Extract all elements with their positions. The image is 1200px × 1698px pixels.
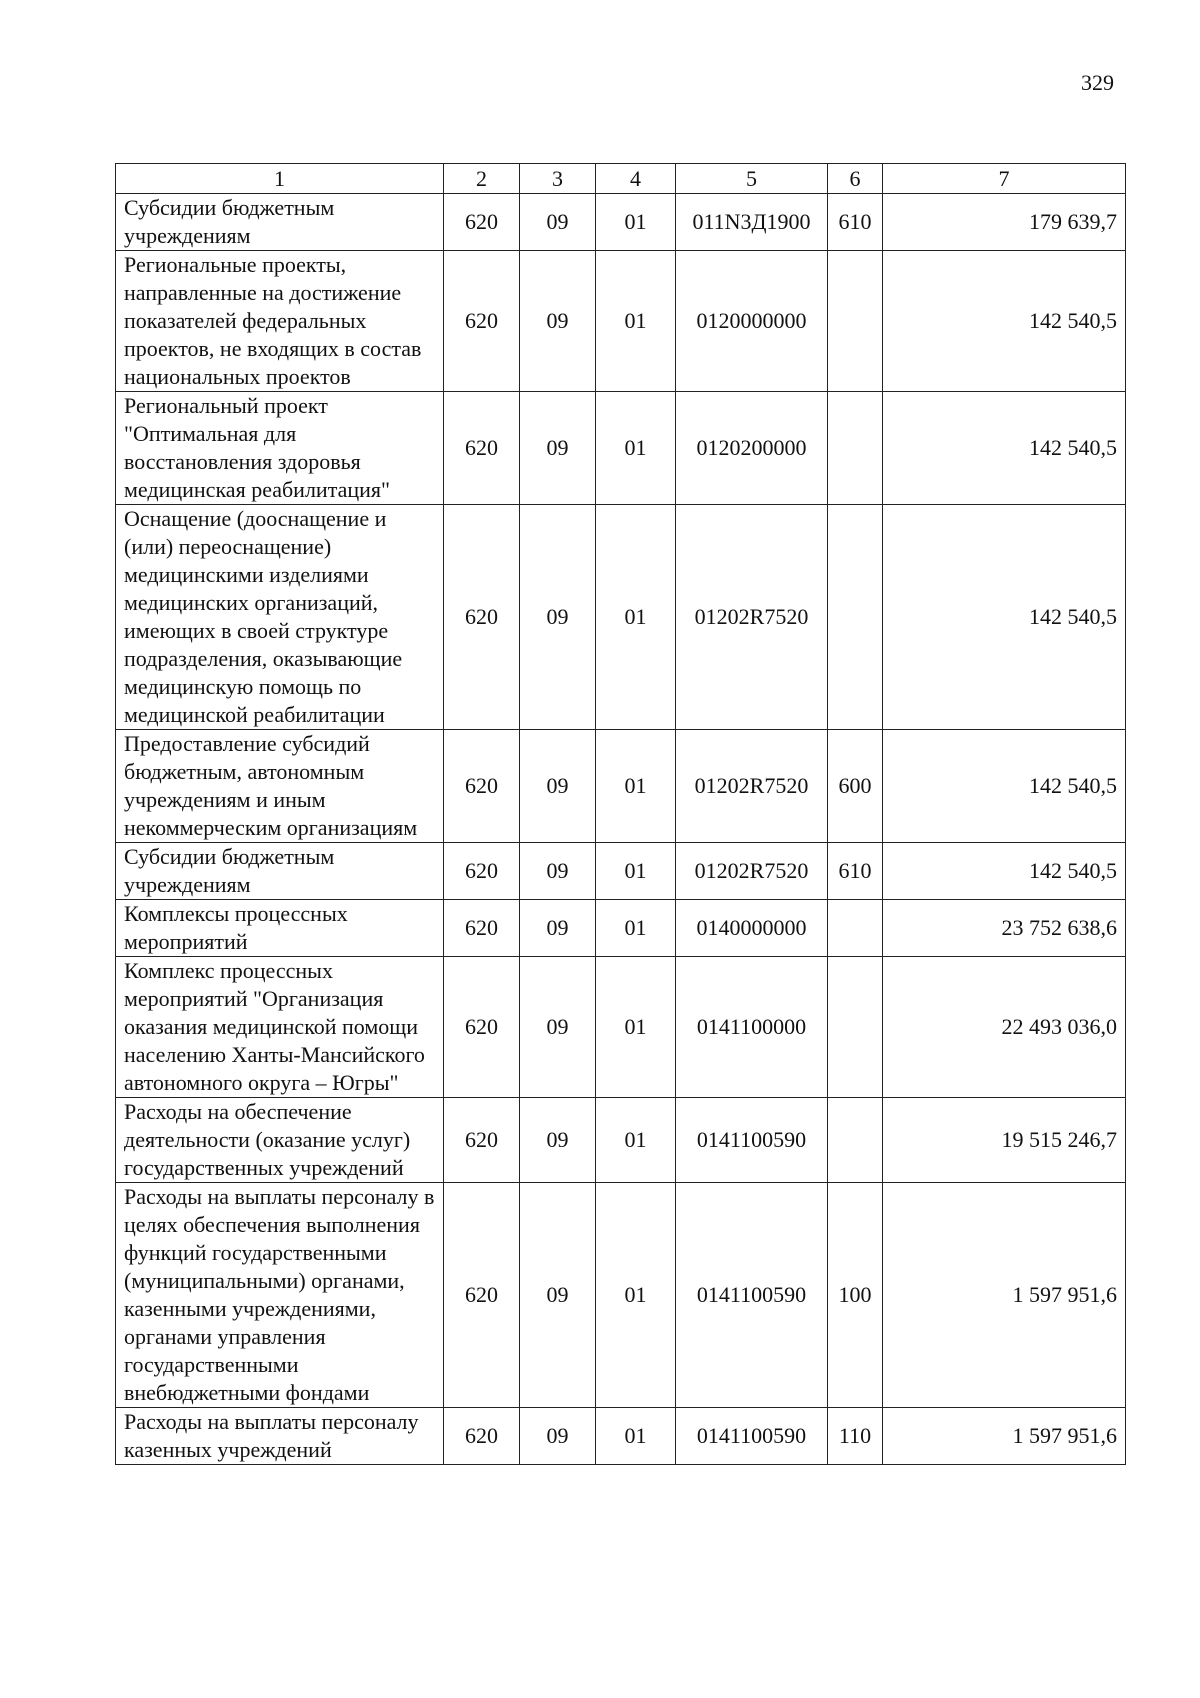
expense-name: Субсидии бюджетным учреждениям	[116, 194, 444, 251]
subsection-code: 01	[596, 1098, 676, 1183]
ministry-code: 620	[444, 1098, 520, 1183]
section-code: 09	[520, 194, 596, 251]
target-article-code: 0141100000	[676, 957, 828, 1098]
subsection-code: 01	[596, 900, 676, 957]
amount: 1 597 951,6	[883, 1408, 1126, 1465]
expense-name: Расходы на выплаты персоналу в целях обеспечения выполнения функций государственными (муниципальными) органами, казенными учреждениями, органами управления государственными внебюджетными фондами	[116, 1183, 444, 1408]
ministry-code: 620	[444, 1408, 520, 1465]
amount: 1 597 951,6	[883, 1183, 1126, 1408]
subsection-code: 01	[596, 843, 676, 900]
ministry-code: 620	[444, 251, 520, 392]
table-row	[116, 505, 1126, 730]
table-row	[116, 900, 1126, 957]
section-code: 09	[520, 843, 596, 900]
table-row	[116, 730, 1126, 843]
target-article-code: 0140000000	[676, 900, 828, 957]
subsection-code: 01	[596, 194, 676, 251]
section-code: 09	[520, 392, 596, 505]
target-article-code: 0120000000	[676, 251, 828, 392]
section-code: 09	[520, 900, 596, 957]
amount: 142 540,5	[883, 505, 1126, 730]
expense-type-code	[828, 900, 883, 957]
section-code: 09	[520, 1183, 596, 1408]
table-row	[116, 843, 1126, 900]
table-row	[116, 1098, 1126, 1183]
table-row	[116, 1183, 1126, 1408]
expense-name: Региональный проект "Оптимальная для восстановления здоровья медицинская реабилитация"	[116, 392, 444, 505]
amount: 19 515 246,7	[883, 1098, 1126, 1183]
expense-type-code: 610	[828, 194, 883, 251]
budget-table	[115, 163, 1126, 1465]
subsection-code: 01	[596, 1408, 676, 1465]
ministry-code: 620	[444, 900, 520, 957]
table-header-row	[116, 164, 1126, 194]
page-number: 329	[1081, 70, 1114, 95]
expense-name: Региональные проекты, направленные на достижение показателей федеральных проектов, не входящих в состав национальных проектов	[116, 251, 444, 392]
subsection-code: 01	[596, 730, 676, 843]
column-header: 4	[596, 164, 676, 194]
section-code: 09	[520, 505, 596, 730]
amount: 142 540,5	[883, 730, 1126, 843]
expense-name: Расходы на обеспечение деятельности (оказание услуг) государственных учреждений	[116, 1098, 444, 1183]
ministry-code: 620	[444, 392, 520, 505]
column-header: 3	[520, 164, 596, 194]
ministry-code: 620	[444, 730, 520, 843]
target-article-code: 01202R7520	[676, 505, 828, 730]
expense-name: Субсидии бюджетным учреждениям	[116, 843, 444, 900]
target-article-code: 011N3Д1900	[676, 194, 828, 251]
expense-type-code	[828, 1098, 883, 1183]
expense-type-code: 610	[828, 843, 883, 900]
expense-type-code	[828, 251, 883, 392]
table-row	[116, 251, 1126, 392]
column-header: 6	[828, 164, 883, 194]
section-code: 09	[520, 1408, 596, 1465]
expense-name: Комплекс процессных мероприятий "Организация оказания медицинской помощи населению Ханты-Мансийского автономного округа – Югры"	[116, 957, 444, 1098]
amount: 23 752 638,6	[883, 900, 1126, 957]
column-header: 5	[676, 164, 828, 194]
subsection-code: 01	[596, 251, 676, 392]
target-article-code: 0141100590	[676, 1098, 828, 1183]
expense-name: Предоставление субсидий бюджетным, автономным учреждениям и иным некоммерческим организациям	[116, 730, 444, 843]
ministry-code: 620	[444, 194, 520, 251]
amount: 142 540,5	[883, 251, 1126, 392]
ministry-code: 620	[444, 505, 520, 730]
target-article-code: 0120200000	[676, 392, 828, 505]
amount: 142 540,5	[883, 843, 1126, 900]
table-row	[116, 194, 1126, 251]
table-row	[116, 1408, 1126, 1465]
target-article-code: 0141100590	[676, 1408, 828, 1465]
amount: 22 493 036,0	[883, 957, 1126, 1098]
target-article-code: 01202R7520	[676, 843, 828, 900]
amount: 179 639,7	[883, 194, 1126, 251]
expense-name: Комплексы процессных мероприятий	[116, 900, 444, 957]
column-header: 2	[444, 164, 520, 194]
expense-name: Оснащение (дооснащение и (или) переоснащение) медицинскими изделиями медицинских организаций, имеющих в своей структуре подразделения, оказывающие медицинскую помощь по медицинской реабилитации	[116, 505, 444, 730]
ministry-code: 620	[444, 957, 520, 1098]
expense-type-code	[828, 392, 883, 505]
expense-type-code	[828, 957, 883, 1098]
table-row	[116, 957, 1126, 1098]
column-header: 1	[116, 164, 444, 194]
amount: 142 540,5	[883, 392, 1126, 505]
subsection-code: 01	[596, 392, 676, 505]
ministry-code: 620	[444, 843, 520, 900]
expense-type-code: 600	[828, 730, 883, 843]
expense-type-code	[828, 505, 883, 730]
subsection-code: 01	[596, 1183, 676, 1408]
expense-type-code: 100	[828, 1183, 883, 1408]
expense-type-code: 110	[828, 1408, 883, 1465]
expense-name: Расходы на выплаты персоналу казенных учреждений	[116, 1408, 444, 1465]
subsection-code: 01	[596, 957, 676, 1098]
ministry-code: 620	[444, 1183, 520, 1408]
section-code: 09	[520, 1098, 596, 1183]
target-article-code: 01202R7520	[676, 730, 828, 843]
column-header: 7	[883, 164, 1126, 194]
table-row	[116, 392, 1126, 505]
subsection-code: 01	[596, 505, 676, 730]
target-article-code: 0141100590	[676, 1183, 828, 1408]
section-code: 09	[520, 251, 596, 392]
section-code: 09	[520, 730, 596, 843]
section-code: 09	[520, 957, 596, 1098]
